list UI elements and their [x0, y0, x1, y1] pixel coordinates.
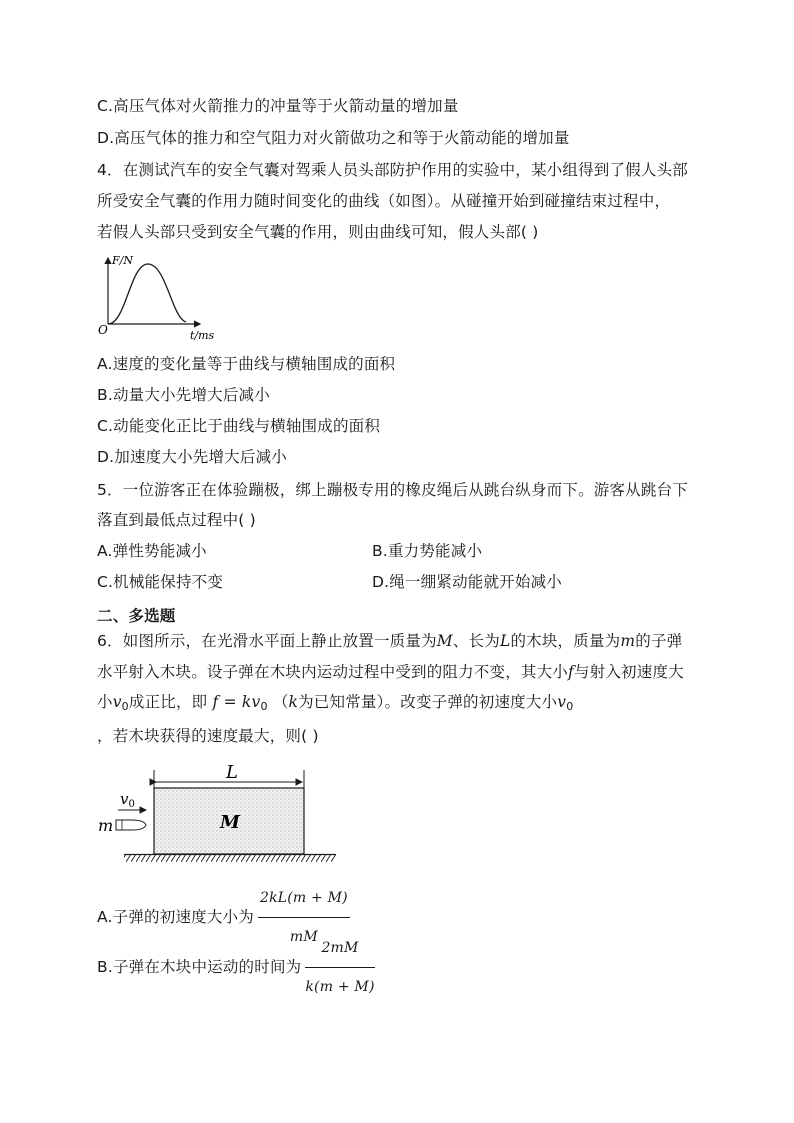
q4-option-c: C.动能变化正比于曲线与横轴围成的面积 — [97, 417, 381, 435]
section-heading-multi-choice: 二、多选题 — [97, 607, 176, 625]
q6-stem-line-3: 小$v_0$成正比，即 $f = kv_0$ （k为已知常量）。改变子弹的初速度大小$v_0$ — [97, 693, 574, 713]
q4-option-a: A.速度的变化量等于曲线与横轴围成的面积 — [97, 355, 396, 373]
option-b-fraction: $\frac{2mM}{k(m + M)}$ — [305, 930, 374, 1005]
force-time-graph — [96, 252, 226, 342]
q6-option-a: A.子弹的初速度大小为 $\frac{2kL(m + M)}{mM}$ — [97, 880, 350, 955]
graph-y-label: F/N — [112, 254, 133, 267]
q4-stem-line-3: 若假人头部只受到安全气囊的作用，则由曲线可知，假人头部( ) — [97, 223, 539, 241]
q3-option-d: D.高压气体的推力和空气阻力对火箭做功之和等于火箭动能的增加量 — [97, 129, 570, 147]
q5-option-c: C.机械能保持不变 — [97, 573, 224, 591]
q5-option-b: B.重力势能减小 — [372, 542, 483, 560]
bullet-mass-label: m — [98, 816, 114, 835]
bullet-velocity-label: $v_0$ — [120, 790, 135, 810]
bullet — [116, 820, 146, 830]
q6-option-b: B.子弹在木块中运动的时间为 $\frac{2mM}{k(m + M)}$ — [97, 930, 375, 1005]
force-curve — [108, 264, 186, 324]
ground-hatching — [124, 855, 336, 862]
q6-stem-line-2: 水平射入木块。设子弹在木块内运动过程中受到的阻力不变，其大小f与射入初速度大 — [97, 663, 684, 681]
q3-option-c: C.高压气体对火箭推力的冲量等于火箭动量的增加量 — [97, 97, 459, 115]
q4-stem-line-1: 4．在测试汽车的安全气囊对驾乘人员头部防护作用的实验中，某小组得到了假人头部 — [97, 161, 688, 179]
q5-stem-line-2: 落直到最低点过程中( ) — [97, 511, 256, 529]
bullet-block-figure — [96, 758, 356, 863]
q5-option-d: D.绳一绷紧动能就开始减小 — [372, 573, 562, 591]
block-length-label: L — [226, 762, 238, 783]
q5-option-a: A.弹性势能减小 — [97, 542, 207, 560]
option-a-fraction: $\frac{2kL(m + M)}{mM}$ — [258, 880, 350, 955]
q5-stem-line-1: 5．一位游客正在体验蹦极，绑上蹦极专用的橡皮绳后从跳台纵身而下。游客从跳台下 — [97, 481, 688, 499]
q4-option-d: D.加速度大小先增大后减小 — [97, 448, 287, 466]
q6-stem-line-4: ，若木块获得的速度最大，则( ) — [97, 727, 319, 745]
graph-x-label: t/ms — [190, 329, 215, 342]
q6-stem-line-1: 6．如图所示，在光滑水平面上静止放置一质量为M、长为L的木块，质量为m的子弹 — [97, 632, 683, 650]
graph-origin-label: O — [98, 323, 108, 337]
q4-stem-line-2: 所受安全气囊的作用力随时间变化的曲线（如图）。从碰撞开始到碰撞结束过程中， — [97, 192, 671, 210]
block-mass-label: M — [220, 812, 240, 833]
q4-option-b: B.动量大小先增大后减小 — [97, 386, 270, 404]
